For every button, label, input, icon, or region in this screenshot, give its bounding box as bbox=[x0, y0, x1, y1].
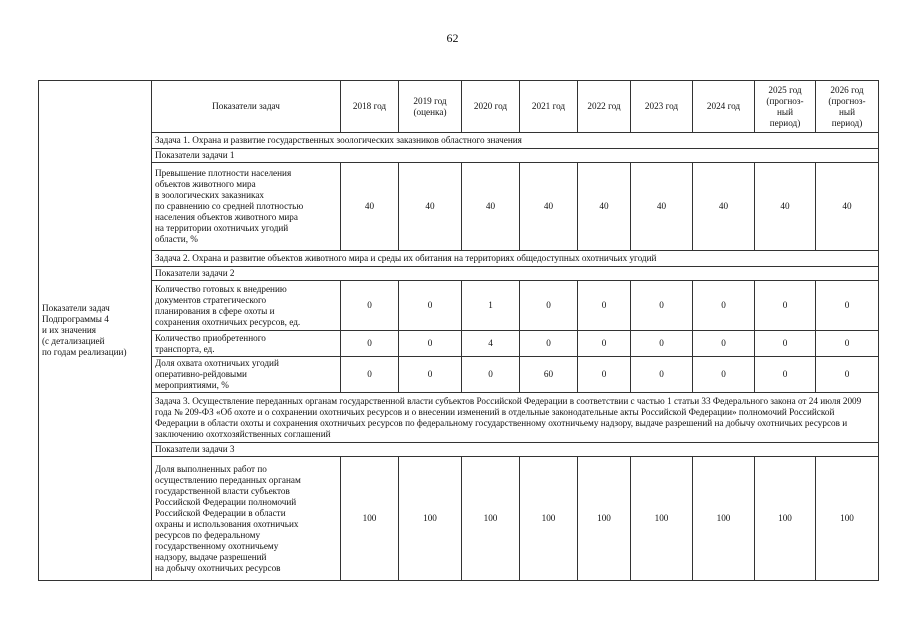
value-cell: 100 bbox=[341, 457, 399, 581]
value-cell: 40 bbox=[399, 163, 462, 251]
header-year: 2022 год bbox=[578, 81, 631, 133]
table-row bbox=[39, 281, 879, 331]
value-cell: 0 bbox=[462, 357, 520, 393]
value-cell: 0 bbox=[631, 281, 693, 331]
value-cell: 100 bbox=[462, 457, 520, 581]
value-cell: 0 bbox=[755, 357, 816, 393]
value-cell: 40 bbox=[462, 163, 520, 251]
value-cell: 100 bbox=[399, 457, 462, 581]
value-cell: 4 bbox=[462, 331, 520, 357]
header-year: 2026 год (прогноз- ный период) bbox=[816, 81, 879, 133]
value-cell: 0 bbox=[341, 281, 399, 331]
value-cell: 0 bbox=[341, 357, 399, 393]
value-cell: 60 bbox=[520, 357, 578, 393]
indicator-label: Доля выполненных работ по осуществлению переданных органам государственной власти субъектов Российской Федерации полномочий Российской Федерации в области охраны и использования охотничьих ресурсов по федеральному государственному охотничьему надзору, выдаче разрешений на добычу охотничьих ресурсов bbox=[152, 457, 341, 581]
first-column-header: Показатели задач Подпрограммы 4 и их значения (с детализацией по годам реализации) bbox=[39, 81, 152, 581]
indicator-label: Превышение плотности населения объектов животного мира в зоологических заказниках по сравнению со средней плотностью населения объектов животного мира на территории охотничьих угодий области, % bbox=[152, 163, 341, 251]
value-cell: 0 bbox=[693, 331, 755, 357]
subheader-row bbox=[39, 149, 879, 163]
value-cell: 0 bbox=[341, 331, 399, 357]
value-cell: 0 bbox=[399, 331, 462, 357]
table-row bbox=[39, 331, 879, 357]
task2-subheader: Показатели задачи 2 bbox=[152, 267, 879, 281]
value-cell: 40 bbox=[631, 163, 693, 251]
page-number: 62 bbox=[446, 31, 459, 45]
value-cell: 100 bbox=[578, 457, 631, 581]
value-cell: 0 bbox=[578, 281, 631, 331]
task1-subheader: Показатели задачи 1 bbox=[152, 149, 879, 163]
value-cell: 0 bbox=[816, 357, 879, 393]
value-cell: 0 bbox=[755, 281, 816, 331]
header-year: 2021 год bbox=[520, 81, 578, 133]
value-cell: 0 bbox=[693, 357, 755, 393]
value-cell: 100 bbox=[755, 457, 816, 581]
table-row bbox=[39, 163, 879, 251]
value-cell: 40 bbox=[578, 163, 631, 251]
value-cell: 40 bbox=[520, 163, 578, 251]
task3-subheader: Показатели задачи 3 bbox=[152, 443, 879, 457]
task-row bbox=[39, 133, 879, 149]
value-cell: 100 bbox=[816, 457, 879, 581]
header-indicator: Показатели задач bbox=[152, 81, 341, 133]
task1-title: Задача 1. Охрана и развитие государственных зоологических заказников областного значения bbox=[152, 133, 879, 149]
value-cell: 100 bbox=[693, 457, 755, 581]
value-cell: 0 bbox=[816, 281, 879, 331]
value-cell: 40 bbox=[755, 163, 816, 251]
value-cell: 0 bbox=[578, 357, 631, 393]
header-year: 2024 год bbox=[693, 81, 755, 133]
value-cell: 0 bbox=[520, 281, 578, 331]
indicators-table bbox=[38, 80, 879, 581]
header-row bbox=[39, 81, 879, 133]
value-cell: 40 bbox=[341, 163, 399, 251]
value-cell: 100 bbox=[520, 457, 578, 581]
value-cell: 0 bbox=[631, 331, 693, 357]
subheader-row bbox=[39, 443, 879, 457]
table-row bbox=[39, 457, 879, 581]
header-year: 2025 год (прогноз- ный период) bbox=[755, 81, 816, 133]
value-cell: 0 bbox=[816, 331, 879, 357]
task3-title: Задача 3. Осуществление переданных органам государственной власти субъектов Российской Федерации в соответствии с частью 1 статьи 33 Федерального закона от 24 июля 2009 года № 209-ФЗ «Об охоте и о сохранении охотничьих ресурсов и о внесении изменений в отдельные законодательные акты Российской Федерации» полномочий Российской Федерации в области охоты и сохранения охотничьих ресурсов по федеральному государственному охотничьему надзору, выдаче разрешений на добычу охотничьих ресурсов и заключению охотхозяйственных соглашений bbox=[152, 393, 879, 443]
value-cell: 0 bbox=[399, 281, 462, 331]
value-cell: 0 bbox=[755, 331, 816, 357]
indicator-label: Количество готовых к внедрению документов стратегического планирования в сфере охоты и сохранения охотничьих ресурсов, ед. bbox=[152, 281, 341, 331]
value-cell: 0 bbox=[631, 357, 693, 393]
value-cell: 40 bbox=[693, 163, 755, 251]
header-year: 2018 год bbox=[341, 81, 399, 133]
value-cell: 100 bbox=[631, 457, 693, 581]
header-year: 2019 год (оценка) bbox=[399, 81, 462, 133]
value-cell: 40 bbox=[816, 163, 879, 251]
value-cell: 1 bbox=[462, 281, 520, 331]
task2-title: Задача 2. Охрана и развитие объектов животного мира и среды их обитания на территориях общедоступных охотничьих угодий bbox=[152, 251, 879, 267]
value-cell: 0 bbox=[399, 357, 462, 393]
subheader-row bbox=[39, 267, 879, 281]
header-year: 2023 год bbox=[631, 81, 693, 133]
value-cell: 0 bbox=[693, 281, 755, 331]
task-row bbox=[39, 251, 879, 267]
table-row bbox=[39, 357, 879, 393]
value-cell: 0 bbox=[578, 331, 631, 357]
task-row bbox=[39, 393, 879, 443]
indicator-label: Количество приобретенного транспорта, ед. bbox=[152, 331, 341, 357]
indicator-label: Доля охвата охотничьих угодий оперативно-рейдовыми мероприятиями, % bbox=[152, 357, 341, 393]
value-cell: 0 bbox=[520, 331, 578, 357]
header-year: 2020 год bbox=[462, 81, 520, 133]
